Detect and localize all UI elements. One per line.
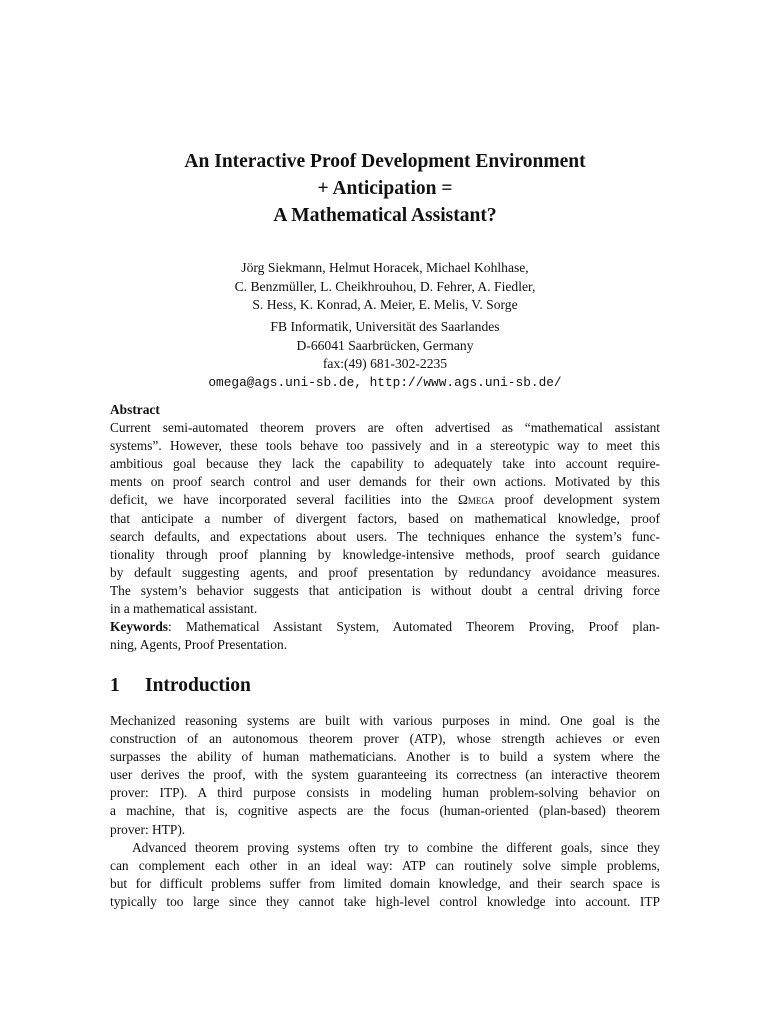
- abstract-line-8: tionality through proof planning by knowledge-intensive methods, proof search guidance: [110, 546, 660, 562]
- omega-smallcaps: mega: [467, 492, 495, 508]
- abstract-line-9: by default suggesting agents, and proof presentation by redundancy avoidance measures.: [110, 564, 660, 580]
- abstract-line-7: search defaults, and expectations about users. The techniques enhance the system’s func-: [110, 528, 660, 544]
- abstract-line-11: in a mathematical assistant.: [110, 601, 258, 617]
- intro-p2-line-2: can complement each other in an ideal way: ATP can routinely solve simple problems,: [110, 857, 660, 873]
- intro-p1-line-5: prover: ITP). A third purpose consists in modeling human problem-solving behavior on: [110, 785, 660, 801]
- abstract-line-6: that anticipate a number of divergent factors, based on mathematical knowledge, proof: [110, 510, 660, 526]
- abstract-line-1: Current semi-automated theorem provers are often advertised as “mathematical assistant: [110, 420, 660, 436]
- intro-p1-line-1: Mechanized reasoning systems are built with various purposes in mind. One goal is the: [110, 713, 660, 728]
- author-line-1: Jörg Siekmann, Helmut Horacek, Michael Kohlhase,: [241, 260, 529, 275]
- author-line-3: S. Hess, K. Konrad, A. Meier, E. Melis, V. Sorge: [252, 297, 518, 312]
- author-list: [110, 259, 660, 315]
- intro-p1-line-7: prover: HTP).: [110, 821, 186, 837]
- abstract-line-10: The system’s behavior suggests that anticipation is without doubt a central driving force: [110, 582, 660, 598]
- abstract-line-5: [110, 491, 660, 509]
- paper-title: [110, 148, 660, 229]
- intro-p1-line-6: a machine, that is, cognitive aspects are the focus (human-oriented (plan-based) theorem: [110, 803, 660, 819]
- introduction-body: [110, 712, 660, 911]
- intro-p2-line-1: Advanced theorem proving systems often try to combine the different goals, since they: [132, 839, 660, 855]
- abstract-line-5-head: deficit, we have incorporated several facilities into the: [110, 492, 448, 508]
- intro-p1-line-3: surpasses the ability of human mathematicians. Another is to build a system where the: [110, 749, 660, 765]
- author-line-2: C. Benzmüller, L. Cheikhrouhou, D. Fehrer, A. Fiedler,: [234, 278, 536, 294]
- abstract-line-2: systems”. However, these tools behave too passively and in a stereotypic way to meet this: [110, 438, 660, 454]
- omega-symbol: Ω: [457, 492, 468, 508]
- keywords-line-1: [110, 618, 660, 636]
- title-line-1: An Interactive Proof Development Environment: [184, 151, 586, 172]
- omega-system-name: [458, 492, 494, 507]
- affiliation-dept: FB Informatik, Universität des Saarlandes: [270, 319, 500, 334]
- abstract-line-3: ambitious goal because they lack the capability to adequately take into account require-: [110, 456, 660, 472]
- affiliation-address: D-66041 Saarbrücken, Germany: [296, 337, 474, 353]
- abstract-heading: Abstract: [110, 402, 160, 417]
- section-number: 1: [110, 675, 120, 696]
- abstract-section: [110, 401, 660, 654]
- intro-p2-line-3: but for difficult problems suffer from limited domain knowledge, and their search space is: [110, 875, 660, 891]
- affiliation-fax: fax:(49) 681-302-2235: [322, 356, 448, 371]
- keywords-text: : Mathematical Assistant System, Automated Theorem Proving, Proof plan-: [168, 619, 660, 635]
- section-title: Introduction: [145, 675, 251, 696]
- title-line-3: A Mathematical Assistant?: [273, 205, 497, 226]
- affiliation-contact: omega@ags.uni-sb.de, http://www.ags.uni-sb.de/: [208, 374, 562, 390]
- intro-p1-line-4: user derives the proof, with the system guaranteeing its correctness (an interactive theorem: [110, 767, 660, 783]
- intro-p1-line-2: construction of an autonomous theorem prover (ATP), whose strength achieves or even: [110, 731, 660, 747]
- keywords-line-2: ning, Agents, Proof Presentation.: [110, 637, 288, 653]
- keywords-label: Keywords: [110, 619, 169, 635]
- abstract-line-5-tail: proof development system: [504, 492, 660, 508]
- title-line-2: + Anticipation =: [317, 178, 453, 199]
- affiliation-block: [110, 318, 660, 392]
- section-heading-introduction: [110, 673, 660, 699]
- intro-p2-line-4: typically too large since they cannot take high-level control knowledge into account. ITP: [110, 893, 660, 909]
- abstract-line-4: ments on proof search control and user demands for their own actions. Motivated by this: [110, 474, 660, 490]
